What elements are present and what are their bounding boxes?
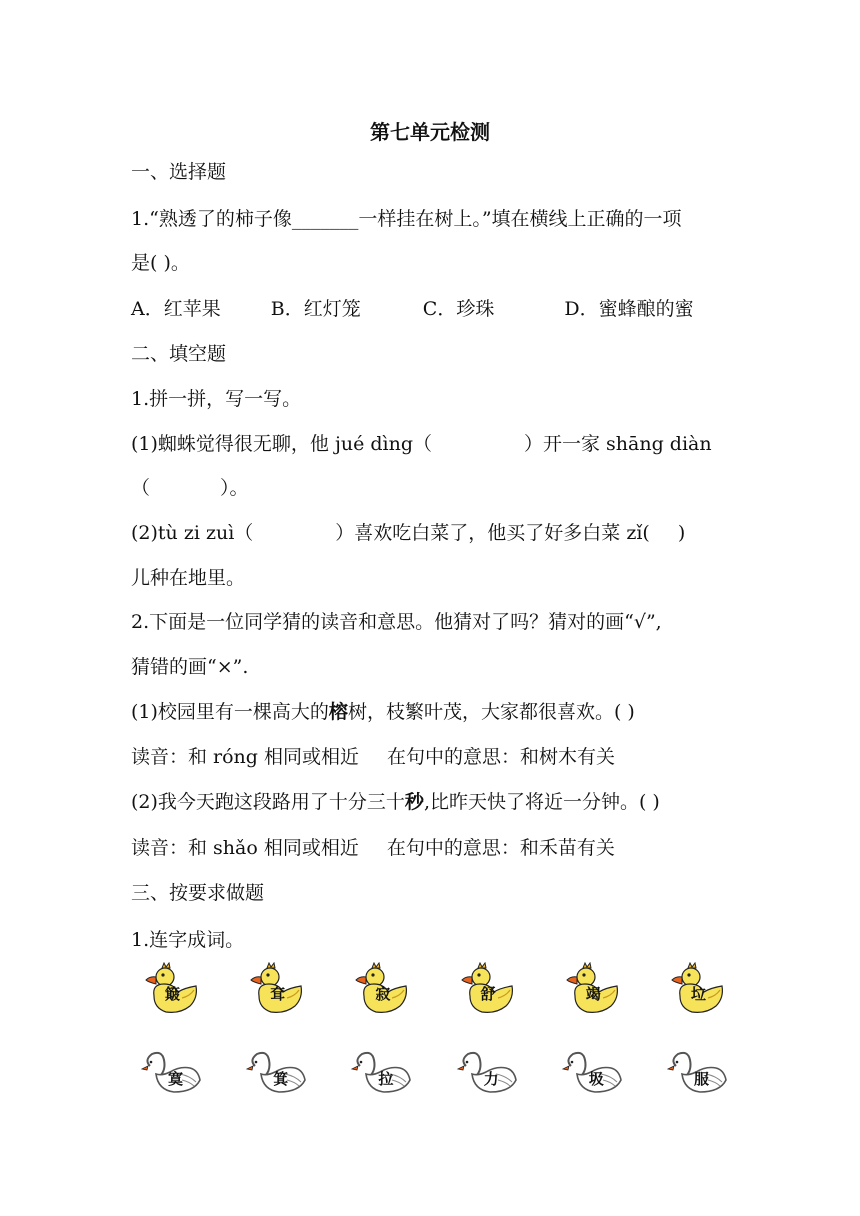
page-title: 第七单元检测 [370, 120, 490, 144]
text: ,比昨天快了将近一分钟。( ) [423, 791, 660, 813]
duck-char: 耷 [270, 985, 286, 1003]
fill-q2-2-sentence [131, 790, 660, 814]
fill-q1-2-line1 [131, 521, 685, 545]
section-2-heading: 二、填空题 [131, 343, 227, 365]
duck-card[interactable] [666, 962, 730, 1018]
fill-q2-line1: 2.下面是一位同学猜的读音和意思。他猜对了吗？猜对的画“√”, [131, 611, 662, 633]
fill-q2-2-judgement [131, 836, 615, 860]
duck-card[interactable] [350, 962, 414, 1018]
swan-char: 拉 [378, 1070, 394, 1088]
swan-card[interactable] [666, 1046, 730, 1102]
duck-char: 垃 [690, 985, 706, 1003]
duck-char: 舒 [480, 985, 496, 1003]
svg-text:.: . [140, 962, 141, 963]
swan-card[interactable] [561, 1046, 625, 1102]
section-3-heading: 三、按要求做题 [131, 882, 265, 904]
q1-stem-line2: 是( )。 [131, 252, 190, 274]
meaning-guess: 在句中的意思：和树木有关 [387, 746, 616, 768]
swan-card[interactable] [140, 1046, 204, 1102]
text: 树，枝繁叶茂，大家都很喜欢。( ) [347, 701, 635, 723]
fill-q2-1-sentence [131, 700, 635, 724]
option-a[interactable]: A．红苹果 [131, 298, 221, 320]
duck-char: 簸 [165, 985, 181, 1003]
q1-stem-line1: 1.“熟透了的柿子像_______一样挂在树上。”填在横线上正确的一项 [131, 208, 682, 230]
swan-char: 寞 [168, 1070, 184, 1088]
text: (2)我今天跑这段路用了十分三十 [131, 791, 405, 813]
swan-card[interactable] [350, 1046, 414, 1102]
fill-q1-1-line1 [131, 432, 712, 456]
option-b[interactable]: B．红灯笼 [270, 298, 361, 320]
duck-card[interactable] [140, 962, 204, 1018]
text: ) [677, 522, 686, 544]
text: ）开一家 shāng diàn [524, 433, 712, 455]
duck-card[interactable] [245, 962, 309, 1018]
text: (1)蜘蛛觉得很无聊，他 jué dìng（ [131, 433, 433, 455]
meaning-guess: 在句中的意思：和禾苗有关 [386, 837, 615, 859]
swan-char: 箕 [273, 1070, 289, 1088]
duck-char: 寂 [375, 985, 391, 1003]
reading-guess: 读音：和 róng 相同或相近 [131, 746, 360, 768]
reading-guess: 读音：和 shǎo 相同或相近 [131, 837, 359, 859]
text: (2)tù zi zuì（ [131, 522, 254, 544]
highlighted-char: 秒 [404, 791, 424, 813]
swan-card[interactable] [245, 1046, 309, 1102]
swan-char: 圾 [588, 1070, 604, 1088]
text: (1)校园里有一棵高大的 [131, 701, 329, 723]
highlighted-char: 榕 [328, 701, 348, 723]
fill-q1-2-line2: 儿种在地里。 [131, 567, 246, 589]
duck-row [140, 962, 730, 1018]
fill-q2-line2: 猜错的画“×”. [131, 656, 249, 678]
q1-options [131, 297, 694, 321]
swan-char: 服 [693, 1070, 709, 1088]
option-c[interactable]: C．珍珠 [422, 298, 495, 320]
text: （ [131, 477, 151, 499]
fill-q1-title: 1.拼一拼，写一写。 [131, 388, 302, 410]
text: ）。 [220, 477, 249, 499]
swan-char: 力 [483, 1070, 499, 1088]
section-1-heading: 一、选择题 [131, 161, 227, 183]
fill-q2-1-judgement [131, 745, 615, 769]
option-d[interactable]: D．蜜蜂酿的蜜 [564, 298, 694, 320]
duck-card[interactable] [561, 962, 625, 1018]
match-q1-title: 1.连字成词。 [131, 929, 245, 951]
duck-card[interactable] [456, 962, 520, 1018]
fill-q1-1-line2 [131, 476, 249, 500]
swan-row [140, 1046, 730, 1102]
swan-card[interactable] [456, 1046, 520, 1102]
text: ）喜欢吃白菜了，他买了好多白菜 zǐ( [335, 522, 650, 544]
duck-char: 竭 [585, 985, 601, 1003]
